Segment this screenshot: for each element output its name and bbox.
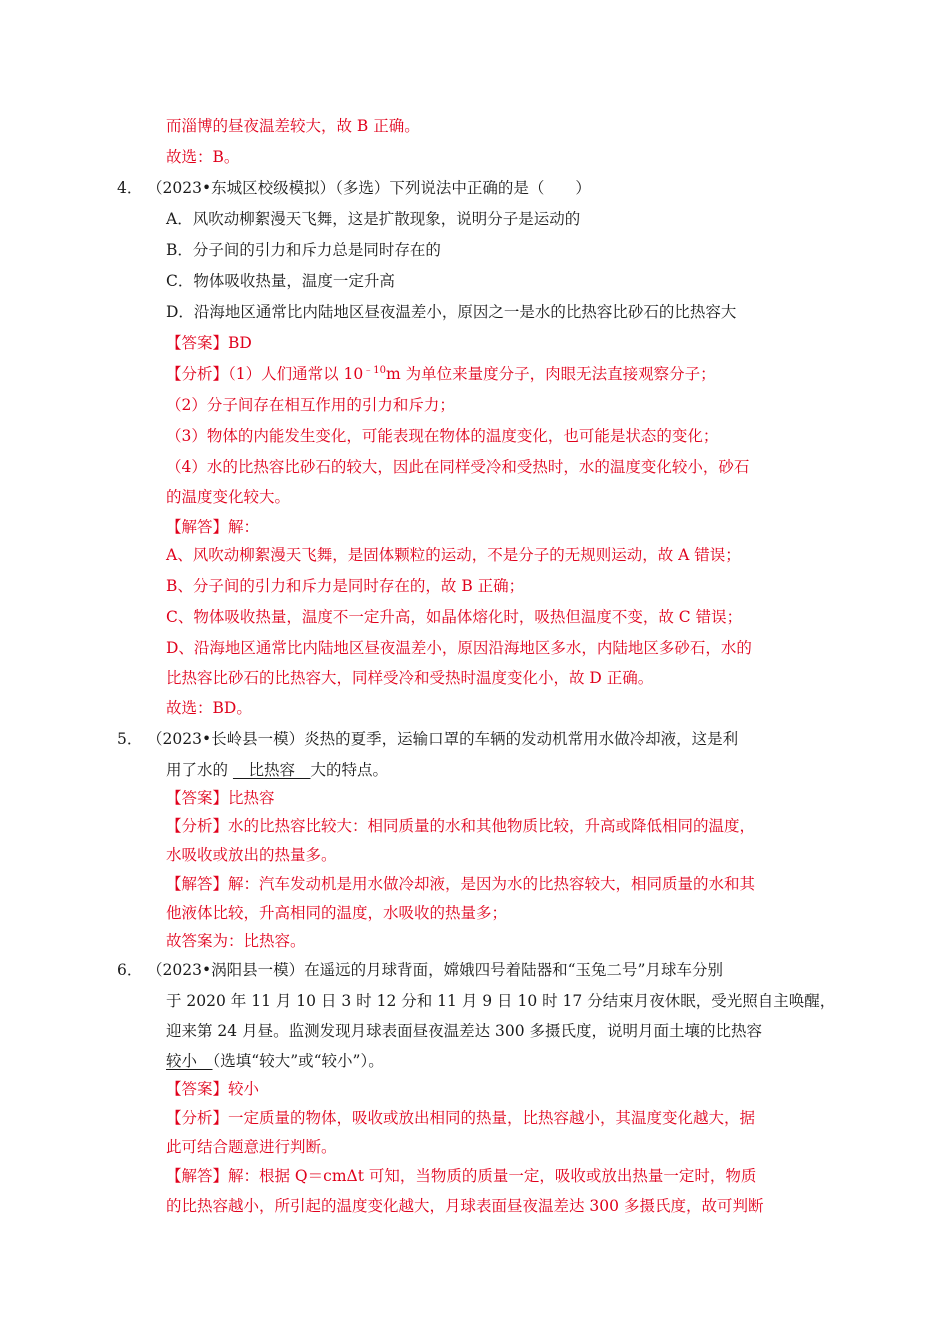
q6-solution-1: 【解答】解：根据 Q＝cmΔt 可知，当物质的质量一定，吸收或放出热量一定时，物质 xyxy=(166,1167,757,1185)
q5-blank: 比热容 xyxy=(232,761,311,779)
q5-number: 5． xyxy=(117,730,143,748)
q4-solution-c: C、物体吸收热量，温度不一定升高，如晶体熔化时，吸热但温度不变，故 C 错误； xyxy=(166,608,743,626)
q6-stem-4: 较小 （选填“较大”或“较小”）。 xyxy=(166,1052,384,1070)
q4-analysis-4a: （4）水的比热容比砂石的较大，因此在同样受冷和受热时，水的温度变化较小，砂石 xyxy=(166,458,750,476)
q4-final-answer: 故选：BD。 xyxy=(166,699,252,717)
prev-solution-line: 而淄博的昼夜温差较大，故 B 正确。 xyxy=(166,117,420,135)
q6-stem-3: 迎来第 24 月昼。监测发现月球表面昼夜温差达 300 多摄氏度，说明月面土壤的比热容 xyxy=(166,1022,763,1040)
q5-solution-1: 【解答】解：汽车发动机是用水做冷却液，是因为水的比热容较大，相同质量的水和其 xyxy=(166,875,756,893)
q4-stem: （2023•东城区校级模拟）（多选）下列说法中正确的是（ ） xyxy=(147,179,591,197)
q5-final-answer: 故答案为：比热容。 xyxy=(166,932,306,950)
q4-analysis-2: （2）分子间存在相互作用的引力和斥力； xyxy=(166,396,455,414)
q4-option-c: C．物体吸收热量，温度一定升高 xyxy=(166,272,395,290)
q4-analysis-1: 【分析】（1）人们通常以 $10^{﹣10}m$ 为单位来量度分子，肉眼无法直接观察分子； xyxy=(166,365,716,383)
q6-blank: 较小 xyxy=(166,1052,213,1070)
q6-solution-2: 的比热容越小，所引起的温度变化越大，月球表面昼夜温差达 300 多摄氏度，故可判断 xyxy=(166,1197,764,1215)
q6-number: 6． xyxy=(117,961,143,979)
q4-solution-d1: D、沿海地区通常比内陆地区昼夜温差小，原因沿海地区多水，内陆地区多砂石，水的 xyxy=(166,639,752,657)
q4-solution-d2: 比热容比砂石的比热容大，同样受冷和受热时温度变化小，故 D 正确。 xyxy=(166,669,654,687)
q5-answer: 【答案】比热容 xyxy=(166,789,275,807)
q6-analysis-1: 【分析】一定质量的物体，吸收或放出相同的热量，比热容越小，其温度变化越大，据 xyxy=(166,1109,756,1127)
q4-analysis-3: （3）物体的内能发生变化，可能表现在物体的温度变化，也可能是状态的变化； xyxy=(166,427,719,445)
q6-answer: 【答案】较小 xyxy=(166,1080,260,1098)
q4-option-d: D．沿海地区通常比内陆地区昼夜温差小，原因之一是水的比热容比砂石的比热容大 xyxy=(166,303,737,321)
q4-solution-a: A、风吹动柳絮漫天飞舞，是固体颗粒的运动，不是分子的无规则运动，故 A 错误； xyxy=(166,546,741,564)
q6-stem-2: 于 2020 年 11 月 10 日 3 时 12 分和 11 月 9 日 10 时 17 分结束月夜休眠，受光照自主唤醒， xyxy=(166,992,836,1010)
q5-stem-1: （2023•长岭县一模）炎热的夏季，运输口罩的车辆的发动机常用水做冷却液，这是利 xyxy=(147,730,739,748)
q4-solution-b: B、分子间的引力和斥力是同时存在的，故 B 正确； xyxy=(166,577,525,595)
q6-stem-1: （2023•涡阳县一模）在遥远的月球背面，嫦娥四号着陆器和“玉兔二号”月球车分别 xyxy=(147,961,723,979)
q5-analysis-2: 水吸收或放出的热量多。 xyxy=(166,846,337,864)
q5-stem-2: 用了水的 比热容 大的特点。 xyxy=(166,761,388,779)
q5-analysis-1: 【分析】水的比热容比较大：相同质量的水和其他物质比较，升高或降低相同的温度， xyxy=(166,817,756,835)
q6-analysis-2: 此可结合题意进行判断。 xyxy=(166,1138,337,1156)
q4-solution-heading: 【解答】解： xyxy=(166,518,260,536)
q4-number: 4． xyxy=(117,179,143,197)
q4-answer: 【答案】BD xyxy=(166,334,252,352)
q5-solution-2: 他液体比较，升高相同的温度，水吸收的热量多； xyxy=(166,904,508,922)
q4-analysis-4b: 的温度变化较大。 xyxy=(166,488,291,506)
prev-final-answer: 故选：B。 xyxy=(166,148,240,166)
q4-option-a: A．风吹动柳絮漫天飞舞，这是扩散现象，说明分子是运动的 xyxy=(166,210,581,228)
q4-option-b: B．分子间的引力和斥力总是同时存在的 xyxy=(166,241,441,259)
